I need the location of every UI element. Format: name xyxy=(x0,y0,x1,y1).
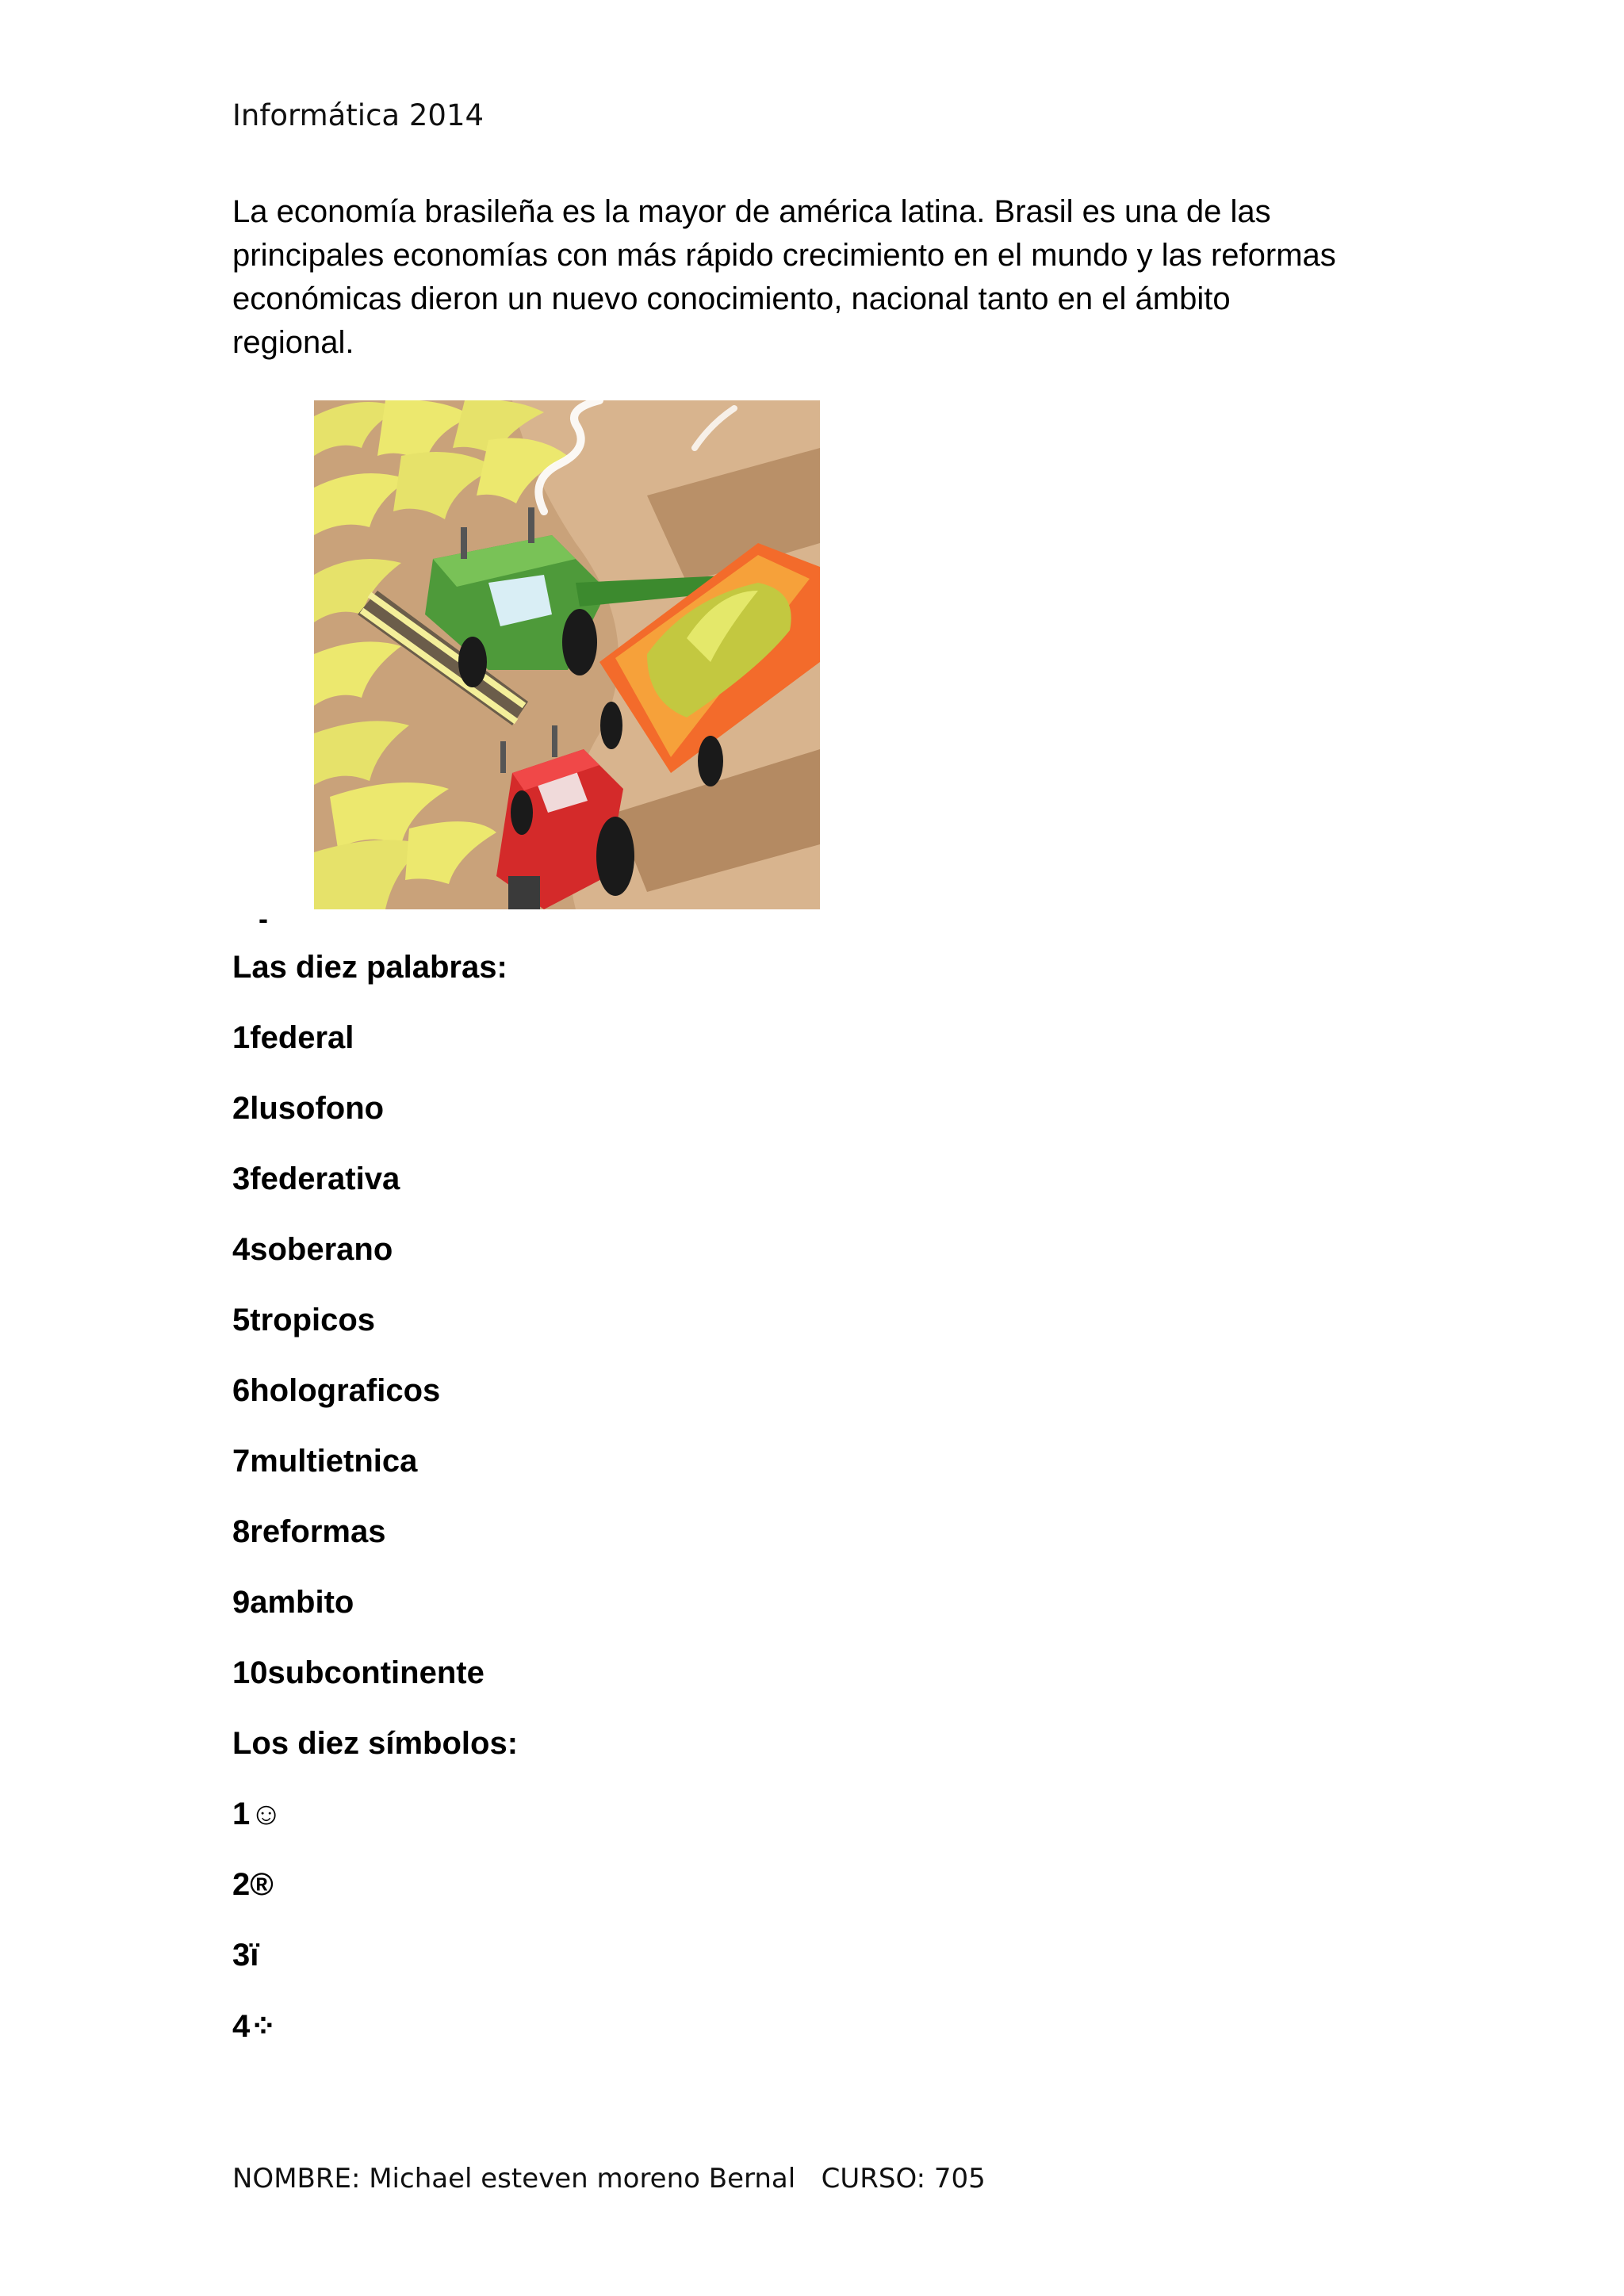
intro-paragraph xyxy=(232,190,1406,365)
word-item: 4soberano xyxy=(232,1232,393,1267)
symbols-title: Los diez símbolos: xyxy=(232,1726,519,1761)
intro-line: La economía brasileña es la mayor de américa latina. Brasil es una de las xyxy=(232,194,1271,229)
symbol-item: 4⁘ xyxy=(232,2009,277,2044)
list-dash: - xyxy=(259,902,268,935)
word-item: 6holograficos xyxy=(232,1373,441,1408)
symbol-item: 1☺ xyxy=(232,1797,283,1831)
word-item: 8reformas xyxy=(232,1514,386,1549)
symbol-item: 2® xyxy=(232,1867,274,1902)
intro-line: económicas dieron un nuevo conocimiento, nacional tanto en el ámbito xyxy=(232,281,1231,316)
harvest-illustration xyxy=(314,400,820,909)
word-item: 5tropicos xyxy=(232,1303,376,1337)
word-item: 9ambito xyxy=(232,1585,354,1620)
intro-line: regional. xyxy=(232,325,354,360)
symbol-item: 3ï xyxy=(232,1938,259,1973)
word-item: 10subcontinente xyxy=(232,1655,485,1690)
intro-line: principales economías con más rápido crecimiento en el mundo y las reformas xyxy=(232,238,1336,273)
word-item: 3federativa xyxy=(232,1161,400,1196)
word-item: 7multietnica xyxy=(232,1444,418,1479)
word-item: 2lusofono xyxy=(232,1091,385,1126)
page-header: Informática 2014 xyxy=(232,98,485,132)
words-title: Las diez palabras: xyxy=(232,950,508,985)
page-footer: NOMBRE: Michael esteven moreno Bernal CURSO: 705 xyxy=(232,2163,986,2195)
word-item: 1federal xyxy=(232,1020,354,1055)
